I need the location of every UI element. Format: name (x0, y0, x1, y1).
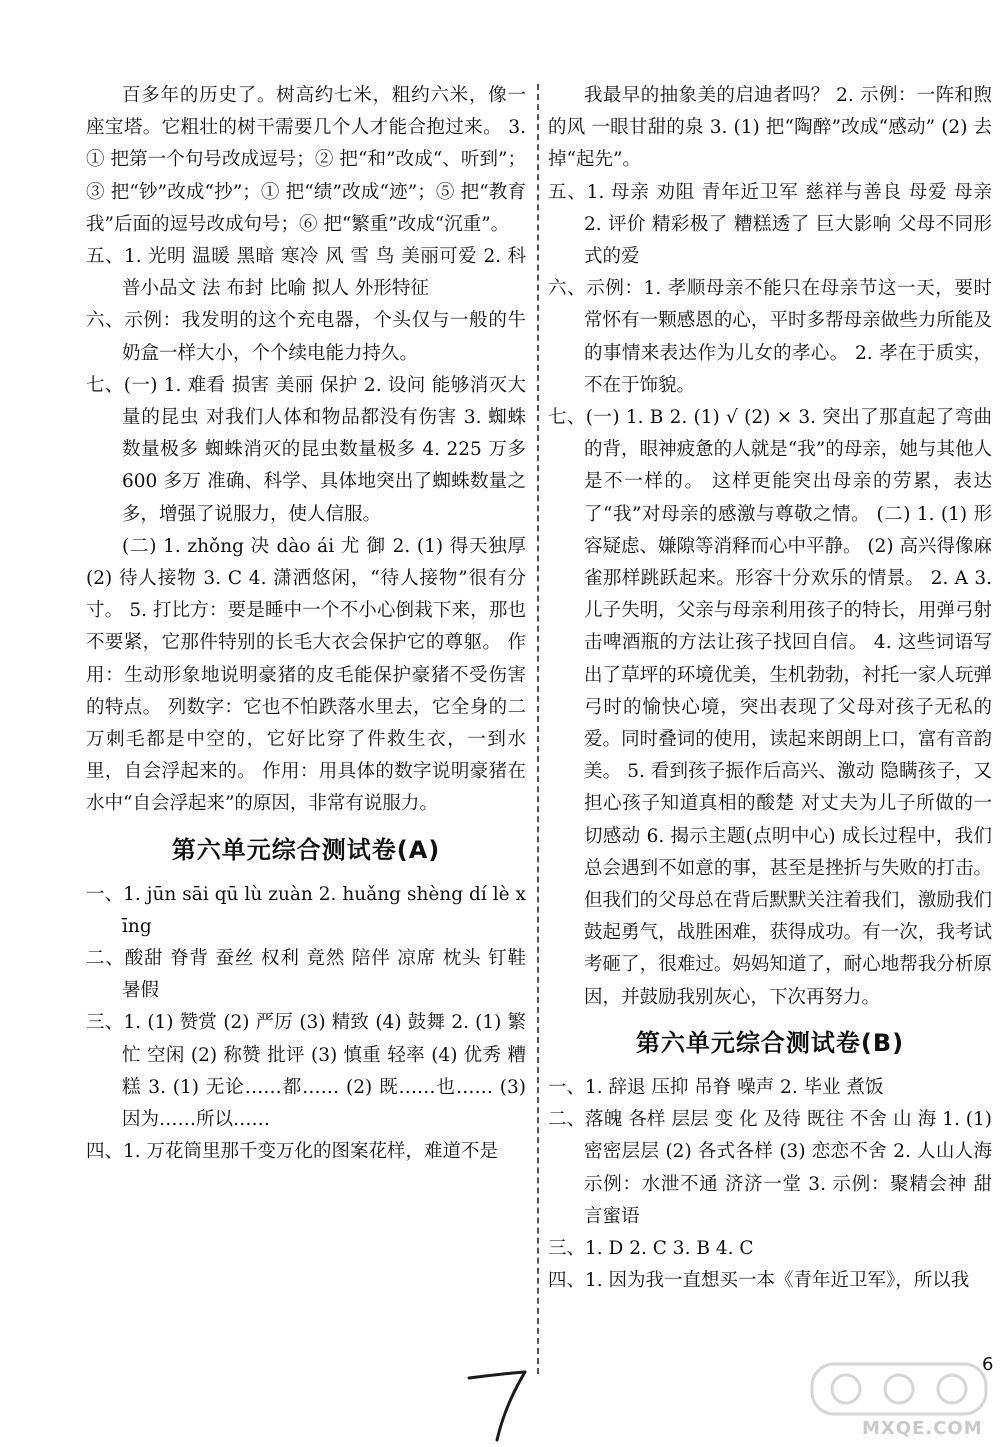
test-a-question-one: 一、1. jūn sāi qū lù zuàn 2. huǎng shèng dí lè xīng (86, 883, 526, 937)
right-answer-continuation: 我最早的抽象美的启迪者吗？ 2. 示例：一阵和煦的风 一眼甘甜的泉 3. (1) 把“陶醉”改成“感动” (2) 去掉“起先”。 (548, 85, 992, 171)
left-answer-continuation: 百多年的历史了。树高约七米，粗约六米，像一座宝塔。它粗壮的树干需要几个人才能合抱过来。 3. ① 把第一个句号改成逗号；② 把“和”改成“、听到”；③ 把“钞”改成“抄”；① 把“绩”改成“迹”；⑤ 把“教育我”后面的逗号改成句号；⑥ 把“繁重”改成“沉重”。 (86, 85, 526, 235)
right-section-seven: 七、(一) 1. B 2. (1) √ (2) × 3. 突出了那直起了弯曲的背，眼神疲惫的人就是“我”的母亲，她与其他人是不一样的。 这样更能突出母亲的劳累，表达了“我”对母亲的感激与尊敬之情。 (二) 1. (1) 形容疑虑、嫌隙等消释而心中平静。 (2) 高兴得像麻雀那样跳跃起来。形容十分欢乐的情景。 2. A 3. 儿子失明，父亲与母亲利用孩子的特长，用弹弓射击啤酒瓶的方法让孩子找回自信。 4. 这些词语写出了草坪的环境优美，生机勃勃，衬托一家人玩弹弓时的愉快心境，突出表现了父母对孩子无私的爱。同时叠词的使用，读起来朗朗上口，富有音韵美。 5. 看到孩子振作后高兴、激动 隐瞒孩子，又担心孩子知道真相的酸楚 对丈夫为儿子所做的一切感动 6. 揭示主题(点明中心) 成长过程中，我们总会遇到不如意的事，甚至是挫折与失败的打击。但我们的父母总在背后默默关注着我们，激励我们鼓起勇气，战胜困难，获得成功。有一次，我考试考砸了，很难过。妈妈知道了，耐心地帮我分析原因，并鼓励我别灰心，下次再努力。 (548, 407, 992, 1008)
left-section-seven-part-one: 七、(一) 1. 难看 损害 美丽 保护 2. 设问 能够消灭大量的昆虫 对我们人体和物品都没有伤害 3. 蜘蛛数量极多 蜘蛛消灭的昆虫数量极多 4. 225 万多 600 多万 准确、科学、具体地突出了蜘蛛数量之多，增强了说服力，使人信服。 (86, 374, 526, 525)
left-section-six: 六、示例：我发明的这个充电器，个头仅与一般的牛奶盒一样大小，个个续电能力持久。 (86, 310, 526, 364)
test-a-question-three: 三、1. (1) 赞赏 (2) 严厉 (3) 精致 (4) 鼓舞 2. (1) 繁忙 空闲 (2) 称赞 批评 (3) 慎重 轻率 (4) 优秀 糟糕 3. (1) 无论……都…… (2) 既……也…… (3) 因为……所以…… (86, 1012, 526, 1131)
page-number: 6 (982, 1354, 994, 1375)
right-section-five: 五、1. 母亲 劝阻 青年近卫军 慈祥与善良 母爱 母亲 2. 评价 精彩极了 糟糕透了 巨大影响 父母不同形式的爱 (548, 181, 992, 268)
test-b-question-two: 二、落魄 各样 层层 变 化 及待 既往 不舍 山 海 1. (1) 密密层层 (2) 各式各样 (3) 恋恋不舍 2. 人山人海 示例：水泄不通 济济一堂 3. 示例：聚精会神 甜言蜜语 (548, 1109, 992, 1227)
column-divider (537, 84, 539, 1374)
test-a-question-two: 二、酸甜 脊背 蚕丝 权利 竟然 陪伴 凉席 枕头 钉鞋 暑假 (86, 948, 526, 1002)
left-section-five: 五、1. 光明 温暖 黑暗 寒冷 风 雪 鸟 美丽可爱 2. 科普小品文 法 布封 比喻 拟人 外形特征 (86, 246, 526, 300)
test-b-question-three: 三、1. D 2. C 3. B 4. C (548, 1237, 754, 1259)
handwritten-seven-mark (465, 1368, 531, 1442)
section-title-a: 第六单元综合测试卷(A) (171, 835, 441, 864)
left-column (86, 80, 526, 1169)
left-section-seven-part-two: (二) 1. zhǒng 决 dào ái 尤 御 2. (1) 得天独厚 (2) 待人接物 3. C 4. 潇洒悠闲，“待人接物”很有分寸。 5. 打比方：要是睡中一个不小心倒栽下来，那也不要紧，它那件特别的长毛大衣会保护它的尊躯。 作用：生动形象地说明豪猪的皮毛能保护豪猪不受伤害的特点。 列数字：它也不怕跌落水里去，它全身的二万刺毛都是中空的，它好比穿了件救生衣，一到水里，自会浮起来的。 作用：用具体的数字说明豪猪在水中“自会浮起来”的原因，非常有说服力。 (86, 535, 526, 815)
test-b-question-four: 四、1. 因为我一直想买一本《青年近卫军》，所以我 (548, 1270, 970, 1292)
right-column (548, 80, 992, 1297)
watermark-text: MXQE.COM (862, 1418, 983, 1439)
test-a-question-four: 四、1. 万花筒里那千变万化的图案花样，难道不是 (86, 1141, 499, 1163)
right-section-six: 六、示例：1. 孝顺母亲不能只在母亲节这一天，要时常怀有一颗感恩的心，平时多帮母亲做些力所能及的事情来表达作为儿女的孝心。 2. 孝在于质实，不在于饰貌。 (548, 278, 992, 396)
test-b-question-one: 一、1. 辞退 压抑 吊脊 噪声 2. 毕业 煮饭 (548, 1076, 884, 1098)
section-title-b: 第六单元综合测试卷(B) (635, 1028, 905, 1057)
